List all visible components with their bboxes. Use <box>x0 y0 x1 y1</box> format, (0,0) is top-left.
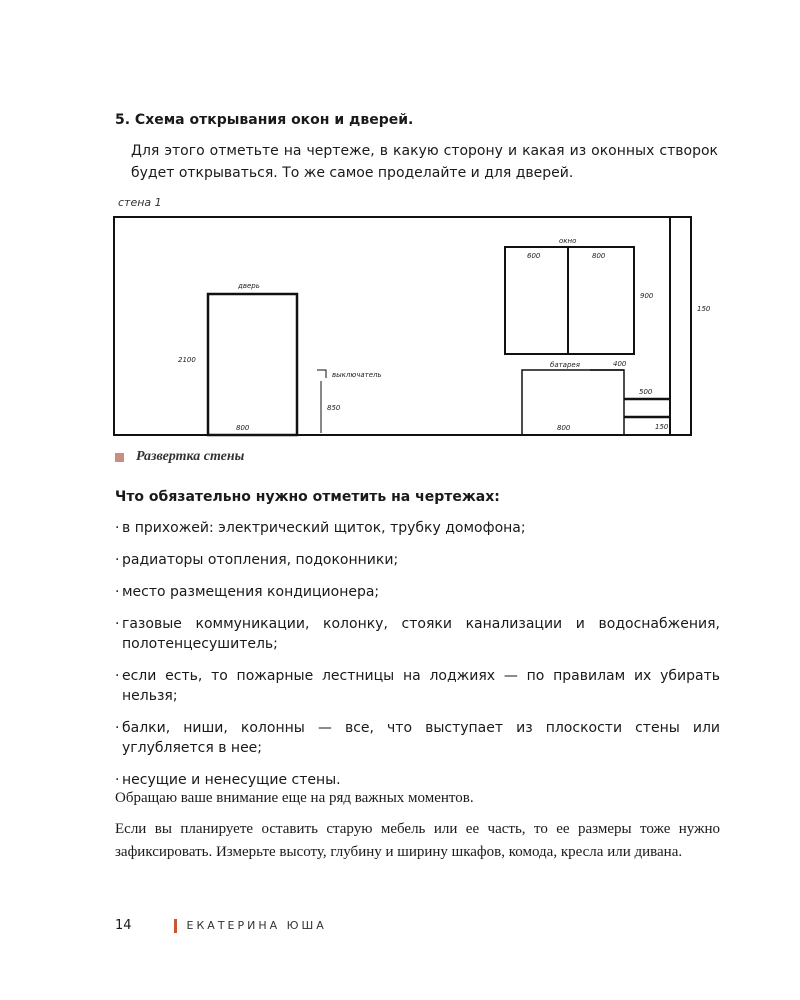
list-item: · если есть, то пожарные лестницы на лоджиях — по правилам их убирать нельзя; <box>115 668 720 704</box>
wall-height-label: 150 <box>697 305 711 313</box>
figure-caption <box>115 449 244 465</box>
list-item: · газовые коммуникации, колонку, стояки канализации и водоснабжения, полотенцесушитель; <box>115 616 720 652</box>
intro-paragraph: Для этого отметьте на чертеже, в какую сторону и какая из оконных створок будет открываться. То же самое проделайте и для дверей. <box>131 143 718 181</box>
list-item: · место размещения кондиционера; <box>115 584 380 600</box>
wall-outline <box>114 217 691 435</box>
door-height-label: 2100 <box>178 356 196 364</box>
body-paragraph-1: Обращаю ваше внимание еще на ряд важных моментов. <box>115 790 474 806</box>
checklist-title: Что обязательно нужно отметить на чертежах: <box>115 489 500 505</box>
window-right-width-label: 800 <box>592 252 606 260</box>
list-item: · в прихожей: электрический щиток, трубку домофона; <box>115 520 526 536</box>
caption-text: Развертка стены <box>136 449 245 464</box>
wall-label: стена 1 <box>118 196 162 209</box>
body-paragraph-2: Если вы планируете оставить старую мебель или ее часть, то ее размеры тоже нужно зафиксировать. Измерьте высоту, глубину и ширину шкафов, комода, кресла или дивана. <box>115 821 720 860</box>
door-label: дверь <box>238 282 260 290</box>
radiator-label: батарея <box>550 361 580 369</box>
door-width-label: 800 <box>236 424 250 432</box>
window-left-width-label: 600 <box>527 252 541 260</box>
radiator-gap-label: 400 <box>613 360 627 368</box>
door-rect <box>208 294 297 435</box>
footer-accent-bar <box>174 919 177 933</box>
furniture-width-label: 800 <box>557 424 571 432</box>
section-heading: 5. Схема открывания окон и дверей. <box>115 112 414 128</box>
page-footer <box>115 918 327 933</box>
right-dim-1-label: 500 <box>639 388 653 396</box>
switch-label: выключатель <box>332 371 382 379</box>
furniture-rect <box>522 370 624 435</box>
caption-marker-square <box>115 453 124 462</box>
window-rect <box>505 247 634 354</box>
page-number: 14 <box>115 918 132 933</box>
switch-height-label: 850 <box>327 404 341 412</box>
list-item: · балки, ниши, колонны — все, что выступает из плоскости стены или углубляется в нее; <box>115 720 720 756</box>
author-name: ЕКАТЕРИНА ЮША <box>186 919 327 932</box>
checklist <box>115 518 720 802</box>
right-dim-2-label: 150 <box>655 423 669 431</box>
switch-marker <box>317 370 326 378</box>
window-height-label: 900 <box>640 292 654 300</box>
list-item: · несущие и ненесущие стены. <box>115 772 341 788</box>
list-item: · радиаторы отопления, подоконники; <box>115 552 399 568</box>
window-label: окно <box>559 237 577 245</box>
